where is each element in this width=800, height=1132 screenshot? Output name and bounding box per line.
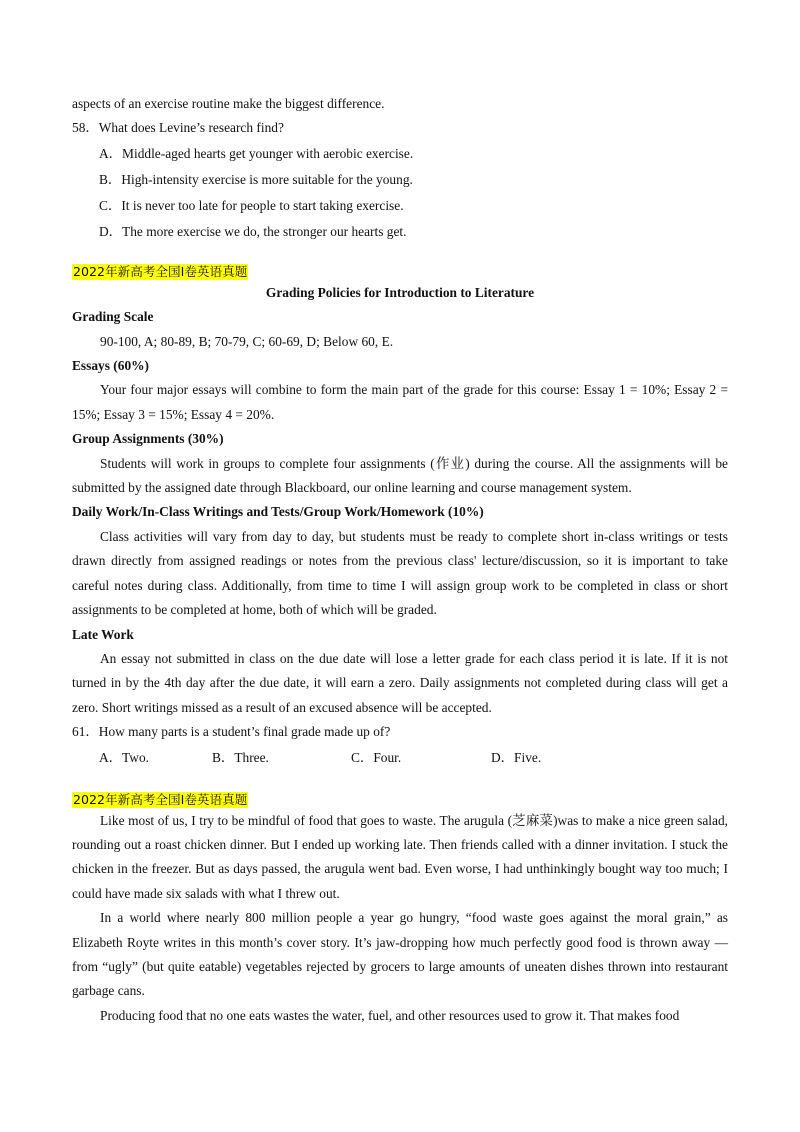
q61-option-c: C．Four. (351, 749, 402, 765)
q61-option-a: A．Two. (99, 749, 150, 765)
carry-over-text: aspects of an exercise routine make the biggest difference. (72, 96, 385, 111)
grading-scale-heading: Grading Scale (72, 309, 154, 325)
food-waste-para-1: Like most of us, I try to be mindful of food that goes to waste. The arugula (芝麻菜)was to make a nice green salad, rounding out a roast chicken dinner. But I ended up working late. Then friends called with a dinner invitation. I stuck the chicken in the freezer. But as days passed, the arugula went bad. Even worse, I had unthinkingly bought way too much; I could have made six salads with what I threw out. (72, 812, 728, 901)
daily-work-text: Class activities will vary from day to day, but students must be ready to complete short in-class writings or tests drawn directly from assigned readings or notes from the previous class' lecture/discussion, so it is important to take careful notes during class. Additionally, from time to time I will assign group work to be completed in class or short assignments to be completed at home, both of which will be graded. (72, 528, 728, 618)
passage-title: Grading Policies for Introduction to Literature (265, 284, 535, 300)
exam-source-tag-2: 2022年新高考全国I卷英语真题 (73, 791, 248, 807)
late-work-text: An essay not submitted in class on the due date will lose a letter grade for each class period it is late. If it is not turned in by the 4th day after the due date, it will earn a zero. Daily assignments not completed during class will get a zero. Short writings missed as a result of an excused absence will be accepted. (72, 650, 728, 715)
q61-option-d: D．Five. (491, 749, 542, 765)
late-work-heading: Late Work (72, 626, 134, 642)
group-assignments-text: Students will work in groups to complete four assignments (作业) during the course. All the assignments will be submitted by the assigned date through Blackboard, our online learning and course management system. (72, 455, 728, 496)
q61-options (72, 745, 728, 771)
essays-text: Your four major essays will combine to form the main part of the grade for this course: Essay 1 = 10%; Essay 2 = 15%; Essay 3 = 15%; Essay 4 = 20%. (72, 382, 728, 422)
question-61: 61．How many parts is a student’s final grade made up of? (72, 724, 391, 740)
food-waste-para-2: In a world where nearly 800 million people a year go hungry, “food waste goes against the moral grain,” as Elizabeth Royte writes in this month’s cover story. It’s jaw-dropping how much perfectly good food is thrown away — from “ugly” (but quite eatable) vegetables rejected by grocers to large amounts of uneaten dishes thrown into restaurant garbage cans. (72, 910, 728, 999)
q58-option-c: C．It is never too late for people to start taking exercise. (99, 197, 404, 213)
group-assignments-heading: Group Assignments (30%) (72, 431, 224, 447)
q61-option-b: B．Three. (212, 749, 269, 765)
q58-option-b: B．High-intensity exercise is more suitable for the young. (99, 171, 413, 187)
document-page (72, 92, 728, 1028)
grading-scale-text: 90-100, A; 80-89, B; 70-79, C; 60-69, D; Below 60, E. (100, 333, 394, 349)
food-waste-para-3: Producing food that no one eats wastes the water, fuel, and other resources used to grow it. That makes food (100, 1007, 680, 1023)
exam-source-tag: 2022年新高考全国I卷英语真题 (73, 263, 248, 279)
q58-option-a: A．Middle-aged hearts get younger with aerobic exercise. (99, 145, 414, 161)
question-58: 58．What does Levine’s research find? (72, 120, 284, 136)
daily-work-heading: Daily Work/In-Class Writings and Tests/Group Work/Homework (10%) (72, 504, 484, 520)
essays-heading: Essays (60%) (72, 358, 150, 374)
q58-option-d: D．The more exercise we do, the stronger our hearts get. (99, 223, 407, 239)
